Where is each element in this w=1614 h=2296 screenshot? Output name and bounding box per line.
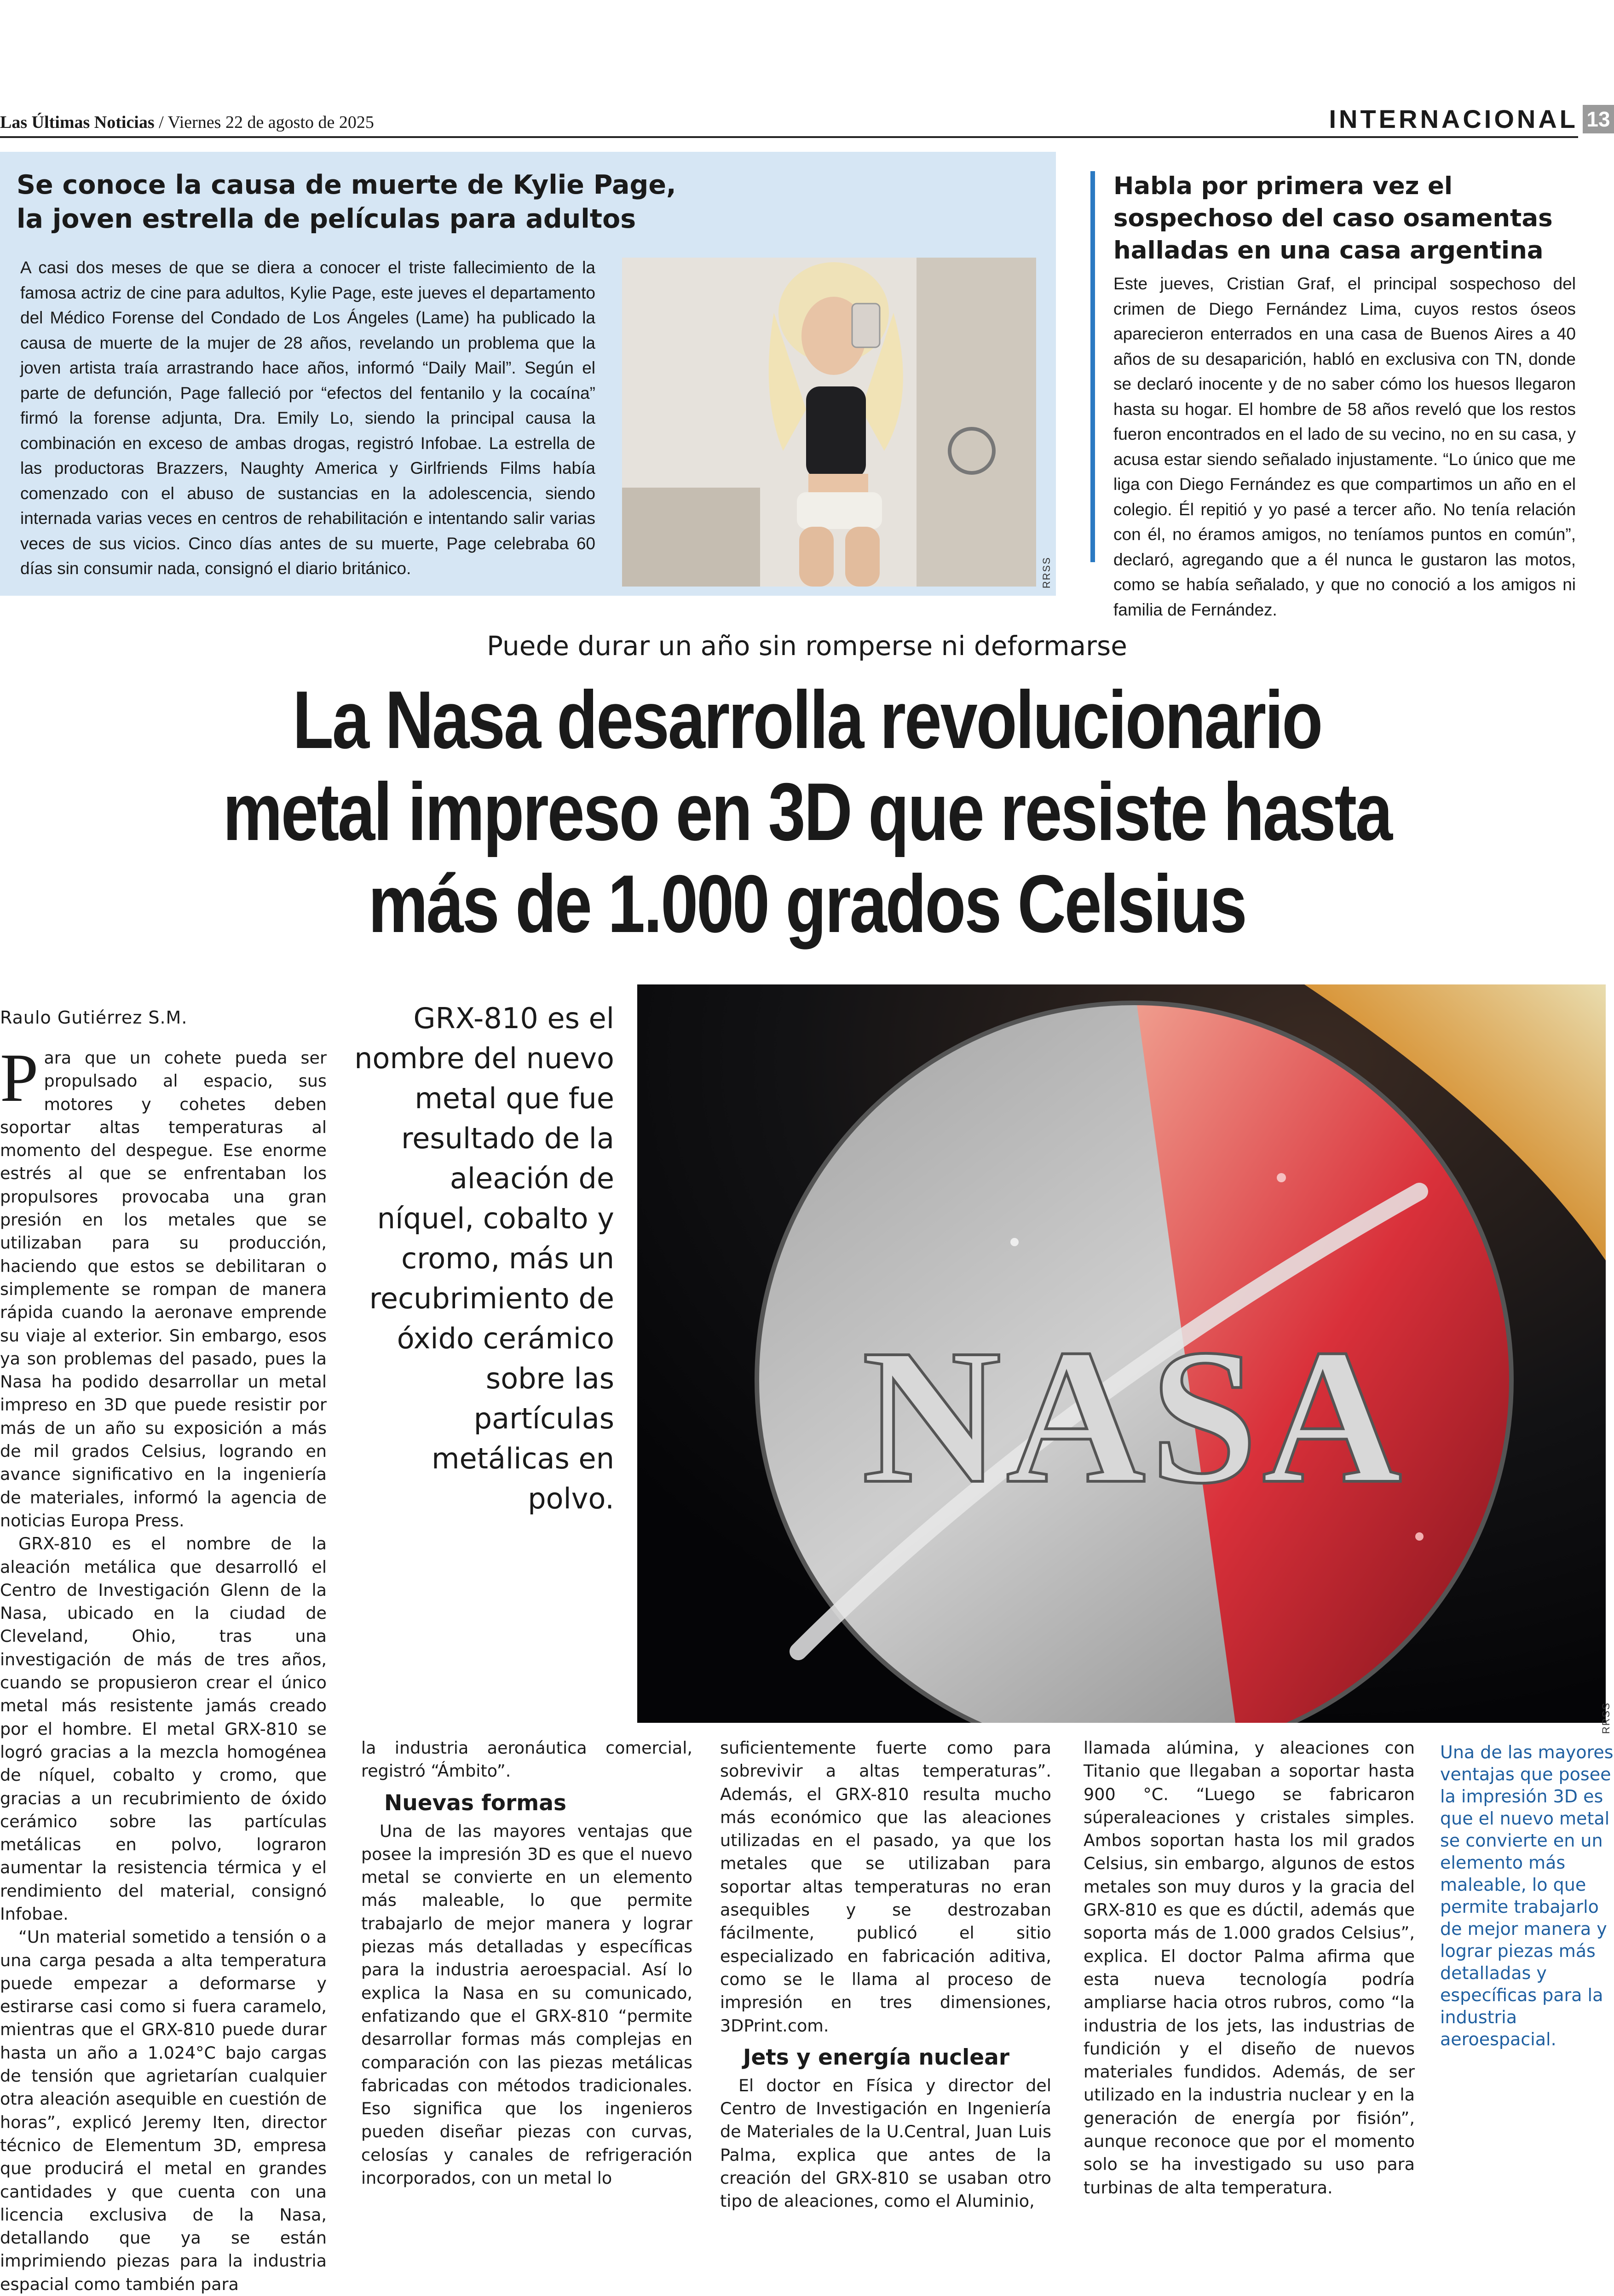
col2-paragraph-2: Una de las mayores ventajas que posee la impresión 3D es que el nuevo metal se convierte en un elemento más maleable, lo que permite trabajarlo de mejor manera y lograr piezas más detalladas y específicas para la industria aeroespacial. Así lo explica la Nasa en su comunicado, enfatizando que el GRX-810 “permite desarrollar formas más complejas en comparación con las piezas metálicas fabricadas con métodos tradicionales. Eso significa que los ingenieros pueden diseñar piezas con curvas, celosías y canales de refrigeración incorporados, con un metal lo xyxy=(361,1821,692,2188)
col2-paragraph-1: la industria aeronáutica comercial, registró “Ámbito”. xyxy=(361,1738,692,1781)
kylie-title-line1: Se conoce la causa de muerte de Kylie Page, xyxy=(17,170,676,200)
kylie-photo-illustration xyxy=(622,258,1036,587)
argentina-accent-bar xyxy=(1090,171,1095,562)
nasa-metal-photo xyxy=(637,984,1606,1723)
kylie-title-line2: la joven estrella de películas para adultos xyxy=(17,204,636,234)
kylie-story-body: A casi dos meses de que se diera a conocer el triste fallecimiento de la famosa actriz de cine para adultos, Kylie Page, este jueves el departamento del Médico Forense del Condado de Los Ángeles (Lame) ha publicado la causa de muerte de la mujer de 28 años, revelando un problema que la joven artista traía arrastrando hace años, informó “Daily Mail”. Según el parte de defunción, Page falleció por “efectos del fentanilo y la cocaína” firmó la forense adjunta, Dra. Emily Lo, siendo la principal causa la combinación en exceso de ambas drogas, registró Infobae. La estrella de las productoras Brazzers, Naughty America y Girlfriends Films había comenzado con el abuso de sustancias en la adolescencia, siendo internada varias veces en centros de rehabilitación e intentando salir varias veces de sus vicios. Cinco días antes de su muerte, Page celebraba 60 días sin consumir nada, consignó el diario británico. xyxy=(20,258,595,578)
paragraph-1-text: ara que un cohete pueda ser propulsado al espacio, sus motores y cohetes deben soportar altas temperaturas al momento del despegue. Ese enorme estrés al que se enfrentaban los propulsores provocaba una gran presión en los metales que se utilizaban para su producción, haciendo que estos se debilitaran o simplemente se rompan de manera rápida cuando la aeronave emprende su viaje al exterior. Sin embargo, esos ya son problemas del pasado, pues la Nasa ha podido desarrollar un metal impreso en 3D que puede resistir por más de un año su exposición a más de mil grados Celsius, logrando en avance significativo en la ingeniería de materiales, informó la agencia de noticias Europa Press. xyxy=(0,1048,327,1531)
issue-date: Viernes 22 de agosto de 2025 xyxy=(167,113,374,132)
col3-paragraph-1: suficientemente fuerte como para sobrevivir a altas temperaturas”. Además, el GRX-810 resulta mucho más económico que las aleaciones utilizadas en el pasado, ya que los metales que se utilizaban para soportar altas temperaturas no eran asequibles y se destrozaban fácilmente, publicó el sitio especializado en fabricación aditiva, como se le llama al proceso de impresión en tres dimensiones, 3DPrint.com. xyxy=(720,1738,1051,2036)
byline: Raulo Gutiérrez S.M. xyxy=(0,1007,188,1028)
nasa-photo-illustration xyxy=(637,984,1606,1723)
kylie-photo xyxy=(622,258,1036,587)
headline-line1: La Nasa desarrolla revolucionario xyxy=(292,674,1322,765)
main-kicker: Puede durar un año sin romperse ni deformarse xyxy=(487,630,1127,662)
subhead-nuevas-formas: Nuevas formas xyxy=(384,1790,566,1816)
argentina-title-line3: halladas en una casa argentina xyxy=(1113,236,1544,265)
main-column-1 xyxy=(0,1040,327,2296)
argentina-title-line1: Habla por primera vez el xyxy=(1113,172,1453,200)
paragraph-1 xyxy=(0,1040,327,1532)
paragraph-3: “Un material sometido a tensión o a una carga pesada a alta temperatura puede empezar a deformarse y estirarse casi como si fuera caramelo, mientras que el GRX-810 puede durar hasta un año a 1.024°C bajo cargas de tensión que agrietarían cualquier otra aleación asequible en cuestión de horas”, explicó Jeremy Iten, director técnico de Elementum 3D, empresa que producirá el metal en grandes cantidades y que cuenta con una licencia exclusiva de la Nasa, detallando que ya se están imprimiendo piezas para la industria espacial como también para xyxy=(0,1927,327,2294)
headline-line2: metal impreso en 3D que resiste hasta xyxy=(223,766,1391,857)
section-name: INTERNACIONAL xyxy=(1329,104,1578,133)
masthead-separator: / xyxy=(159,113,164,132)
dropcap: P xyxy=(0,1040,39,1116)
kylie-photo-credit: RRSS xyxy=(1041,557,1052,589)
top-rule xyxy=(0,136,1578,138)
main-headline xyxy=(145,674,1469,950)
highlight-sidebox: Una de las mayores ventajas que posee la impresión 3D es que el nuevo metal se convierte en un elemento más maleable, lo que permite trabajarlo de mejor manera y lograr piezas más detalladas y específicas para la industria aeroespacial. xyxy=(1440,1742,1614,2049)
argentina-title-line2: sospechoso del caso osamentas xyxy=(1113,204,1553,232)
col4-paragraph-1: llamada alúmina, y aleaciones con Titanio que llegaban a soportar hasta 900 °C. “Luego se fabricaron súperaleaciones y cristales simples. Ambos soportan hasta los mil grados Celsius, sin embargo, algunos de estos metales son muy duros y la gracia del GRX-810 es que es dúctil, además que soporta más de 1.000 grados Celsius”, explica. El doctor Palma afirma que esta nueva tecnología podría ampliarse hacia otros rubros, como “la industria de los jets, las industrias de fundición y el diseño de nuevos materiales fundidos. Además, de ser utilizado en la industria nuclear y en la generación de energía por fisión”, aunque reconoce que por el momento solo se ha investigado su uso para turbinas de alta temperatura. xyxy=(1084,1738,1415,2198)
masthead-paper-date xyxy=(0,112,374,132)
page-number: 13 xyxy=(1583,105,1614,133)
main-column-3 xyxy=(720,1737,1051,2213)
argentina-story-title xyxy=(1113,170,1574,267)
pull-quote: GRX-810 es el nombre del nuevo metal que fue resultado de la aleación de níquel, cobalto y cromo, más un recubrimiento de óxido cerámico sobre las partículas metálicas en polvo. xyxy=(354,1001,614,1515)
paper-name: Las Últimas Noticias xyxy=(0,113,155,132)
headline-line3: más de 1.000 grados Celsius xyxy=(368,858,1246,949)
main-column-4 xyxy=(1084,1737,1415,2199)
kylie-story-title xyxy=(17,168,707,236)
col3-paragraph-2: El doctor en Física y director del Centro de Investigación en Ingeniería de Materiales de la U.Central, Juan Luis Palma, explica que antes de la creación del GRX-810 se usaban otro tipo de aleaciones, como el Aluminio, xyxy=(720,2075,1051,2211)
subhead-jets: Jets y energía nuclear xyxy=(743,2044,1010,2070)
main-column-2 xyxy=(361,1737,692,2190)
nasa-emboss-text: NASA xyxy=(862,1309,1406,1523)
nasa-photo-credit: RRSS xyxy=(1600,1702,1612,1734)
argentina-story-body: Este jueves, Cristian Graf, el principal sospechoso del crimen de Diego Fernández Lima, cuyos restos óseos aparecieron enterrados en una casa de Buenos Aires a 40 años de su desaparición, habló en exclusiva con TN, donde se declaró inocente y de no saber cómo los huesos llegaron hasta su hogar. El hombre de 58 años reveló que los restos fueron encontrados en el lado de su vecino, no en su casa, y acusa estar siendo señalado injustamente. “Lo único que me liga con Diego Fernández es que compartimos un año en el colegio. Él repitió y yo pasé a tercer año. No tenía relación con él, no éramos amigos, no teníamos puntos en común”, declaró, agregando que a él nunca le gustaron las motos, como se había señalado, y que no conoció a los amigos ni familia de Fernández. xyxy=(1113,274,1576,619)
paragraph-2: GRX-810 es el nombre de la aleación metálica que desarrolló el Centro de Investigación Glenn de la Nasa, ubicado en la ciudad de Cleveland, Ohio, tras una investigación de más de tres años, cuando se propusieron crear el único metal más resistente jamás creado por el hombre. El metal GRX-810 se logró gracias a la mezcla homogénea de níquel, cobalto y cromo, que gracias a un recubrimiento de óxido cerámico sobre las partículas metálicas en polvo, lograron aumentar la resistencia térmica y el rendimiento del material, consignó Infobae. xyxy=(0,1534,327,1924)
